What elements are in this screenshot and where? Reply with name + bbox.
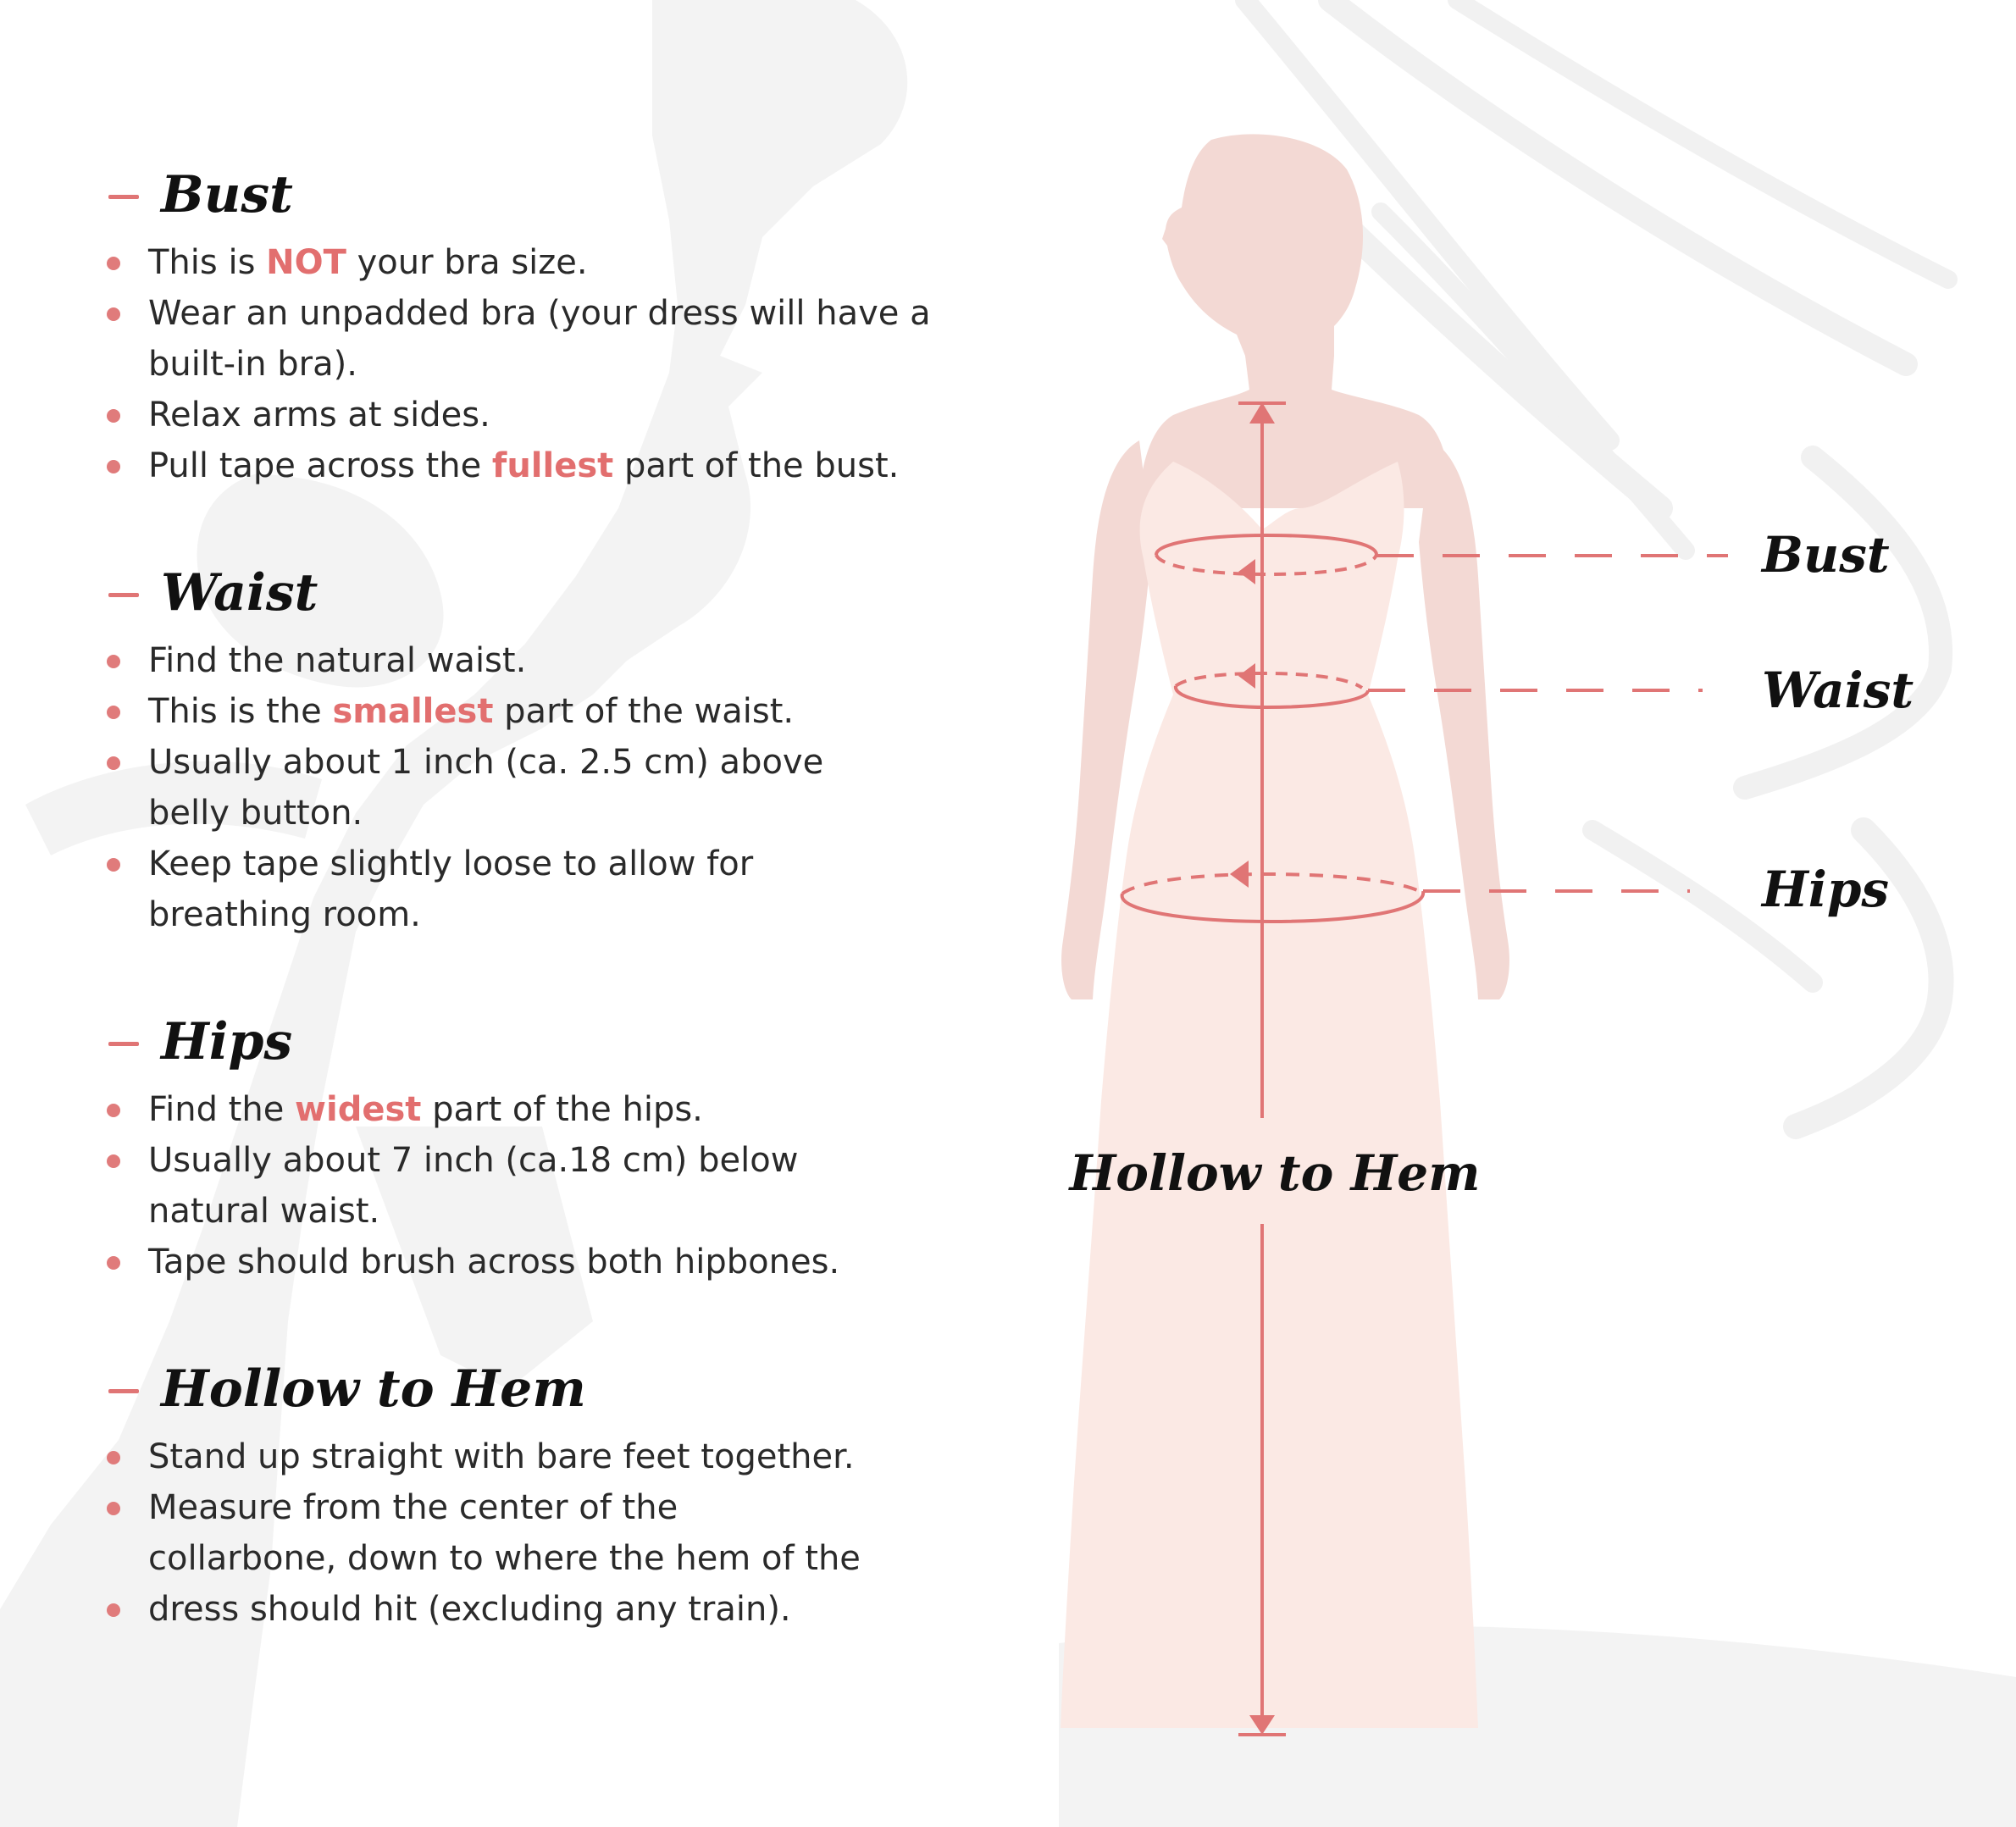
list-item-continuation: natural waist. bbox=[148, 1192, 380, 1231]
head-silhouette bbox=[1139, 134, 1450, 508]
section-title-hollow-to-hem: Hollow to Hem bbox=[161, 1359, 586, 1419]
list-item: Wear an unpadded bra (your dress will have a bbox=[102, 288, 983, 339]
list-item: Find the natural waist. bbox=[102, 635, 983, 686]
highlight-text: widest bbox=[295, 1090, 422, 1129]
section-title-bust: Bust bbox=[161, 165, 293, 224]
list-item: Relax arms at sides. bbox=[102, 390, 983, 440]
right-arm bbox=[1419, 440, 1509, 999]
list-item: Pull tape across the fullest part of the bust. bbox=[102, 440, 983, 491]
section-title-waist: Waist bbox=[161, 563, 318, 623]
section-title-hips: Hips bbox=[161, 1012, 293, 1071]
list-item: Measure from the center of the bbox=[102, 1482, 983, 1533]
list-item: This is the smallest part of the waist. bbox=[102, 686, 983, 737]
label-hollow-to-hem: Hollow to Hem bbox=[1069, 1144, 1481, 1202]
list-item: Usually about 7 inch (ca.18 cm) below bbox=[102, 1135, 983, 1186]
list-item-continuation: belly button. bbox=[148, 794, 363, 833]
label-bust: Bust bbox=[1762, 526, 1890, 584]
highlight-text: smallest bbox=[332, 692, 494, 731]
list-item: This is NOT your bra size. bbox=[102, 237, 983, 288]
list-item-continuation: collarbone, down to where the hem of the bbox=[148, 1539, 861, 1578]
list-item-continuation: breathing room. bbox=[148, 895, 421, 934]
list-item: Tape should brush across both hipbones. bbox=[102, 1237, 983, 1287]
highlight-text: fullest bbox=[491, 446, 614, 485]
list-item: Keep tape slightly loose to allow for bbox=[102, 839, 983, 889]
highlight-text: NOT bbox=[266, 243, 346, 282]
list-item-continuation: built-in bra). bbox=[148, 345, 357, 384]
label-hips: Hips bbox=[1762, 861, 1890, 918]
list-item: Usually about 1 inch (ca. 2.5 cm) above bbox=[102, 737, 983, 788]
list-item: dress should hit (excluding any train). bbox=[102, 1584, 983, 1635]
list-item: Find the widest part of the hips. bbox=[102, 1084, 983, 1135]
woman-silhouette bbox=[1061, 134, 1509, 1728]
label-waist: Waist bbox=[1762, 662, 1914, 719]
list-item: Stand up straight with bare feet together. bbox=[102, 1431, 983, 1482]
